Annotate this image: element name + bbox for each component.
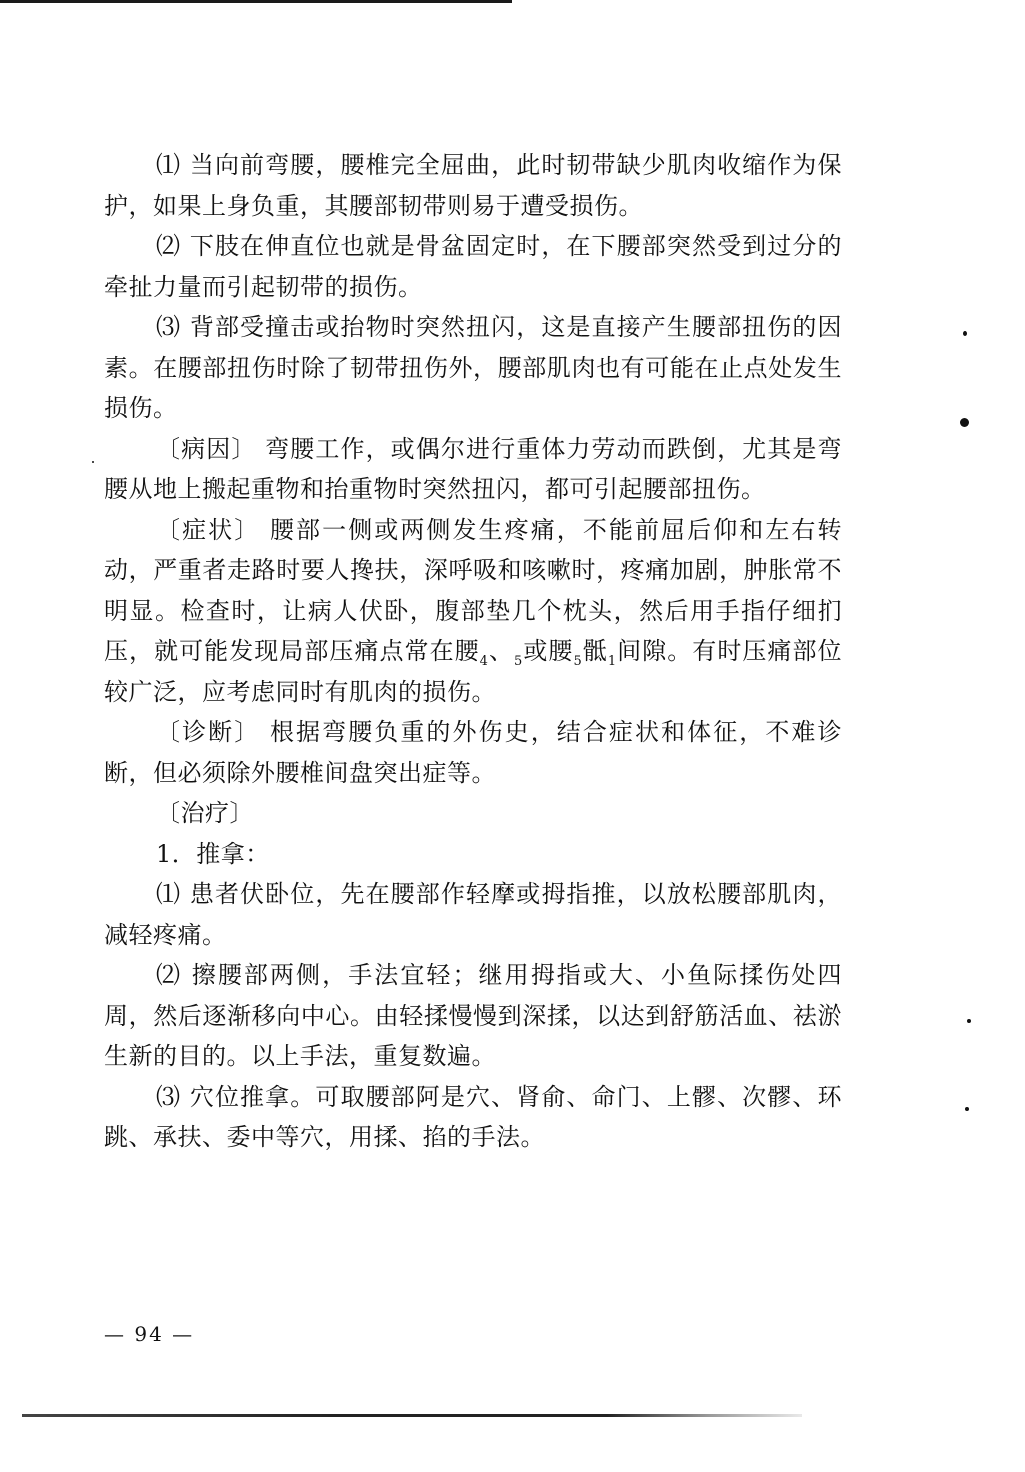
paragraph-text: 间隙。有时压痛部位较广泛，应考虑同时有肌肉的损伤。 bbox=[104, 637, 843, 706]
top-scan-border bbox=[0, 0, 512, 3]
paragraph-text: ⑶ 背部受撞击或抬物时突然扭闪，这是直接产生腰部扭伤的因素。在腰部扭伤时除了韧带扭伤外，腰部肌肉也有可能在止点处发生损伤。 bbox=[104, 313, 842, 422]
paragraph-ligament-flexion bbox=[104, 145, 842, 226]
bottom-scan-border bbox=[22, 1414, 802, 1417]
page-number: — 94 — bbox=[104, 1322, 195, 1346]
paragraph-massage-step-2 bbox=[104, 955, 842, 1077]
paragraph-text: ⑵ 下肢在伸直位也就是骨盆固定时，在下腰部突然受到过分的牵扯力量而引起韧带的损伤。 bbox=[104, 232, 842, 301]
paragraph-massage-heading bbox=[104, 834, 842, 875]
paragraph-text: 〔治疗〕 bbox=[156, 799, 254, 827]
paragraph-text: 、 bbox=[488, 637, 515, 665]
scan-speck bbox=[963, 331, 967, 336]
paragraph-text: 〔诊断〕 根据弯腰负重的外伤史，结合症状和体征，不难诊断，但必须除外腰椎间盘突出症等。 bbox=[104, 718, 842, 787]
paragraph-text: ⑶ 穴位推拿。可取腰部阿是穴、肾俞、命门、上髎、次髎、环跳、承扶、委中等穴，用揉、掐的手法。 bbox=[104, 1082, 842, 1151]
vertebra-subscript: 5 bbox=[573, 653, 583, 669]
scan-speck bbox=[960, 418, 969, 427]
paragraph-text: 骶 bbox=[582, 637, 608, 665]
scan-speck bbox=[965, 1107, 969, 1111]
paragraph-treatment-heading bbox=[104, 793, 842, 834]
paragraph-cause bbox=[104, 429, 842, 510]
paragraph-text: ⑵ 擦腰部两侧，手法宜轻；继用拇指或大、小鱼际揉伤处四周，然后逐渐移向中心。由轻揉慢慢到深揉，以达到舒筋活血、祛淤生新的目的。以上手法，重复数遍。 bbox=[104, 961, 842, 1070]
paragraph-massage-step-3 bbox=[104, 1077, 842, 1158]
scan-speck bbox=[967, 1019, 971, 1023]
paragraph-massage-step-1 bbox=[104, 874, 842, 955]
vertebra-subscript: 1 bbox=[607, 653, 617, 669]
paragraph-symptoms bbox=[104, 510, 842, 713]
paragraph-back-impact bbox=[104, 307, 842, 429]
vertebra-subscript: 5 bbox=[514, 653, 523, 669]
paragraph-text: ⑴ 当向前弯腰，腰椎完全屈曲，此时韧带缺少肌肉收缩作为保护，如果上身负重，其腰部韧带则易于遭受损伤。 bbox=[104, 151, 842, 220]
paragraph-text: 〔症状〕 腰部一侧或两侧发生疼痛，不能前屈后仰和左右转动，严重者走路时要人搀扶，深呼吸和咳嗽时，疼痛加剧，肿胀常不明显。检查时，让病人伏卧，腹部垫几个枕头，然后用手指仔细扪压，就可能发现局部压痛点常在腰 bbox=[104, 515, 842, 665]
paragraph-text: 或腰 bbox=[522, 637, 574, 665]
paragraph-diagnosis bbox=[104, 712, 842, 793]
paragraph-text: 1．推拿： bbox=[156, 839, 270, 868]
scan-speck bbox=[92, 461, 94, 463]
page-body bbox=[104, 145, 842, 1158]
vertebra-subscript: 4 bbox=[479, 653, 489, 669]
paragraph-ligament-pelvis bbox=[104, 226, 842, 307]
paragraph-text: 〔病因〕 弯腰工作，或偶尔进行重体力劳动而跌倒，尤其是弯腰从地上搬起重物和抬重物时突然扭闪，都可引起腰部扭伤。 bbox=[104, 434, 842, 503]
paragraph-text: ⑴ 患者伏卧位，先在腰部作轻摩或拇指推，以放松腰部肌肉，减轻疼痛。 bbox=[104, 880, 842, 949]
